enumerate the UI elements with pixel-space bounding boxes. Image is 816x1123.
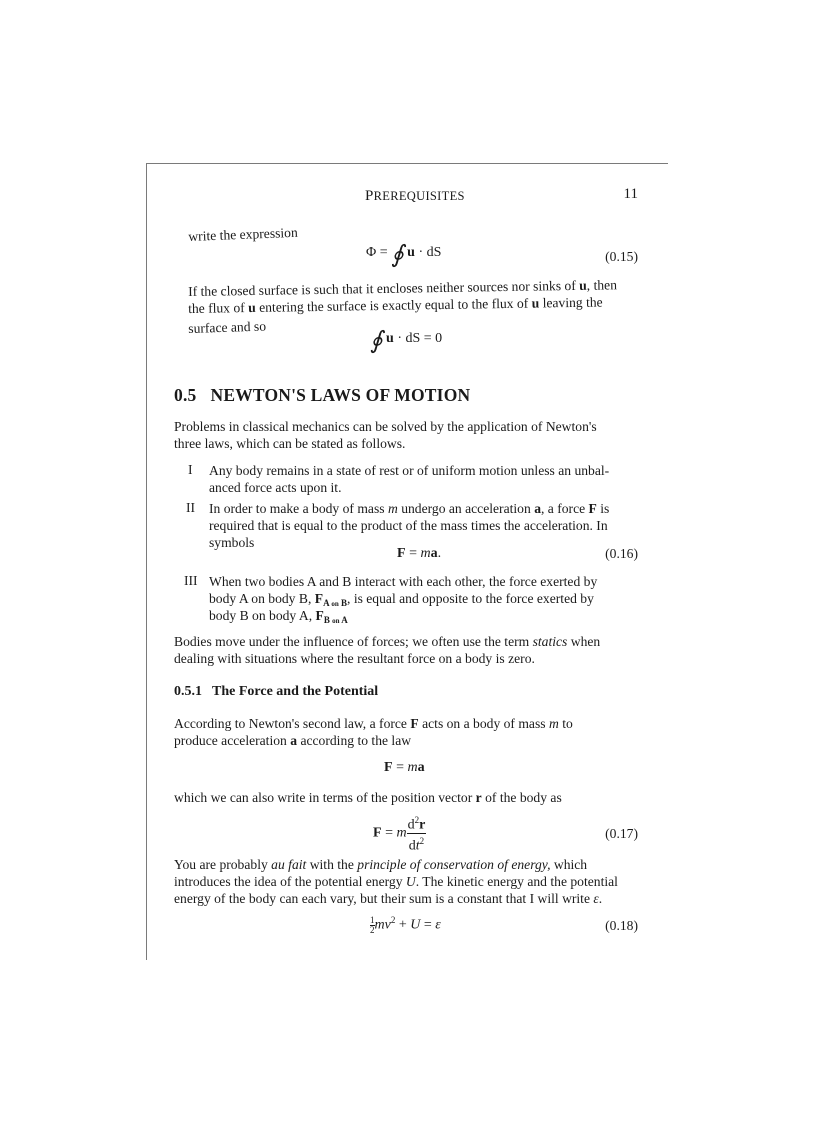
subsection-p3-line-1: You are probably au fait with the principle of conservation of energy, which	[174, 857, 588, 872]
statics-line-1: Bodies move under the influence of forces; we often use the term statics when	[174, 634, 601, 649]
law-2-line-1: In order to make a body of mass m undergo an acceleration a, a force F is	[209, 501, 610, 516]
subsection-p3-line-2: introduces the idea of the potential energy U. The kinetic energy and the potential	[174, 874, 618, 889]
law-1-line-1: Any body remains in a state of rest or of uniform motion unless an unbal-	[209, 463, 610, 478]
subsection-p1-line-2: produce acceleration a according to the law	[174, 733, 412, 748]
law-2-line-2: required that is equal to the product of the mass times the acceleration. In	[209, 518, 608, 533]
equation-number-0-17: (0.17)	[605, 826, 638, 841]
subsection-p3-line-3: energy of the body can each vary, but their sum is a constant that I will write ε.	[174, 891, 603, 906]
equation-0-17: F = m $\frac{d^2r}{dt^2}$	[373, 815, 426, 854]
equation-0-16: F = ma.	[397, 546, 442, 561]
equation-0-15: Φ = ∮ u · dS	[366, 240, 442, 268]
page-left-rule	[146, 163, 147, 960]
paragraph-closed-surface-line-2: the flux of u entering the surface is exactly equal to the flux of u leaving the	[188, 294, 603, 316]
write-expression-text: write the expression	[188, 224, 299, 244]
equation-number-0-18: (0.18)	[605, 918, 638, 933]
section-heading: 0.5 NEWTON'S LAWS OF MOTION	[174, 385, 471, 405]
law-3-line-3: body B on body A, $F_{B on A}$	[209, 608, 348, 625]
subsection-p1-line-1: According to Newton's second law, a force F acts on a body of mass m to	[174, 716, 573, 731]
running-header: PREREQUISITES	[365, 188, 465, 204]
law-3-line-1: When two bodies A and B interact with each other, the force exerted by	[209, 574, 598, 589]
law-1-line-2: anced force acts upon it.	[209, 480, 342, 495]
law-numeral-3: III	[184, 573, 198, 588]
section-intro-line-1: Problems in classical mechanics can be solved by the application of Newton's	[174, 419, 597, 434]
paragraph-closed-surface-line-1: If the closed surface is such that it encloses neither sources nor sinks of u, then	[188, 277, 618, 299]
equation-f-ma: F = ma	[384, 760, 425, 775]
law-3-line-2: body A on body B, $F_{A on B}$, is equal and opposite to the force exerted by	[209, 591, 594, 608]
paragraph-closed-surface-line-3: surface and so	[188, 318, 267, 336]
equation-number-0-15: (0.15)	[605, 249, 638, 264]
law-numeral-2: II	[186, 500, 196, 515]
law-numeral-1: I	[188, 462, 193, 477]
page-top-rule	[146, 163, 668, 164]
section-intro-line-2: three laws, which can be stated as follows.	[174, 436, 406, 451]
equation-closed-flux-zero: ∮ u · dS = 0	[370, 326, 443, 354]
equation-0-18: $\frac{1}{2}$ $mv^2 + U = \varepsilon$	[370, 914, 441, 935]
equation-number-0-16: (0.16)	[605, 546, 638, 561]
subsection-heading: 0.5.1 The Force and the Potential	[174, 684, 379, 699]
statics-line-2: dealing with situations where the resultant force on a body is zero.	[174, 651, 535, 666]
law-2-line-3: symbols	[209, 535, 255, 550]
page-number: 11	[623, 186, 638, 202]
subsection-p2: which we can also write in terms of the position vector r of the body as	[174, 790, 562, 805]
